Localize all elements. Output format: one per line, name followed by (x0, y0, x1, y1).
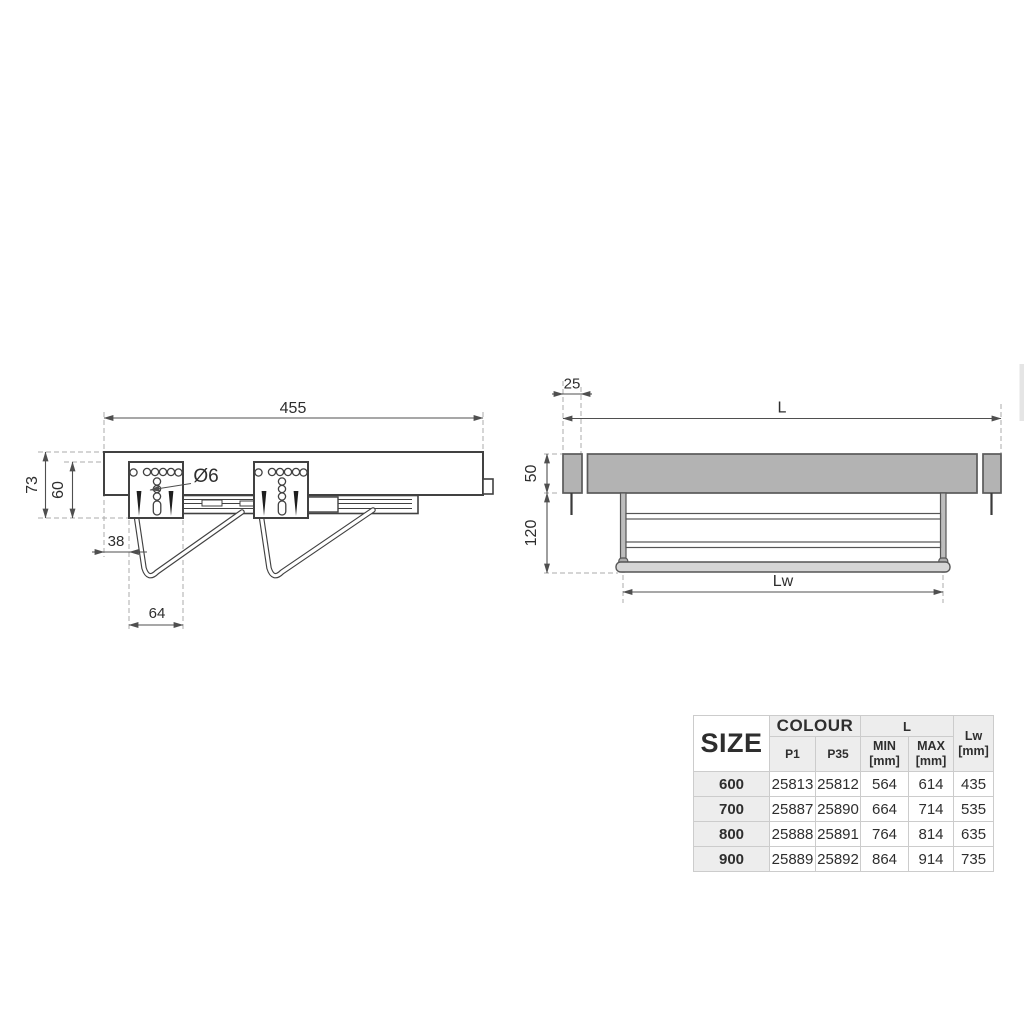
colour-header: COLOUR (770, 716, 861, 737)
profile-end-block-right (983, 454, 1001, 493)
max-header (909, 737, 954, 772)
hanging-frame (616, 493, 950, 572)
profile-end-block-left (563, 454, 582, 493)
mounting-bracket-1 (129, 462, 183, 518)
table-row (694, 797, 994, 822)
spec-table (693, 715, 994, 872)
dim-bracket-width: 64 (148, 605, 166, 622)
max-value: 814 (909, 822, 954, 847)
lw-header-top: Lw (964, 728, 983, 743)
table-row (694, 847, 994, 872)
rail-end-tab (483, 479, 493, 494)
lw-header (954, 716, 994, 772)
frame-rail-1 (626, 514, 941, 520)
size-value: 800 (694, 822, 770, 847)
p1-code: 25888 (770, 822, 816, 847)
p35-code: 25891 (816, 822, 861, 847)
max-value: 714 (909, 797, 954, 822)
p1-code: 25889 (770, 847, 816, 872)
p1-code: 25813 (770, 772, 816, 797)
min-value: 864 (861, 847, 909, 872)
lw-value: 435 (954, 772, 994, 797)
size-value: 700 (694, 797, 770, 822)
frame-bottom-bar (616, 562, 950, 572)
dim-height-total: 73 (24, 476, 41, 494)
dim-end-gap: 25 (563, 375, 581, 393)
dim-front-offset: 38 (107, 533, 125, 550)
dim-profile-height: 50 (523, 464, 540, 483)
dim-length-L: L (777, 399, 787, 417)
p35-code: 25812 (816, 772, 861, 797)
lw-value: 635 (954, 822, 994, 847)
lw-header-unit: [mm] (958, 743, 989, 758)
max-value: 914 (909, 847, 954, 872)
p1-header: P1 (770, 737, 816, 772)
min-header-top: MIN (873, 739, 896, 753)
l-header: L (861, 716, 954, 737)
min-value: 564 (861, 772, 909, 797)
size-value: 900 (694, 847, 770, 872)
profile-main-bar (588, 454, 978, 493)
dim-height-bracket: 60 (50, 481, 67, 499)
max-header-unit: [mm] (915, 754, 947, 768)
hanger-wire-2 (261, 510, 373, 576)
mounting-bracket-2 (254, 462, 308, 518)
frame-post-right (941, 493, 947, 565)
dim-inner-width-Lw: Lw (772, 573, 794, 590)
dim-drop-height: 120 (523, 519, 540, 547)
dim-total-length: 455 (279, 400, 307, 417)
hanger-wire-1 (136, 512, 242, 576)
page-edge-sliver (1020, 364, 1024, 421)
frame-post-left (621, 493, 627, 565)
front-view (523, 376, 1001, 604)
frame-rail-2 (626, 542, 941, 548)
p35-header: P35 (816, 737, 861, 772)
max-header-top: MAX (917, 739, 945, 753)
table-row (694, 822, 994, 847)
min-header-unit: [mm] (869, 754, 900, 768)
dim-hole-diameter: Ø6 (193, 466, 219, 487)
lw-value: 535 (954, 797, 994, 822)
side-view (24, 400, 493, 632)
min-value: 764 (861, 822, 909, 847)
p1-code: 25887 (770, 797, 816, 822)
p35-code: 25892 (816, 847, 861, 872)
min-value: 664 (861, 797, 909, 822)
top-profile (563, 454, 1001, 493)
max-value: 614 (909, 772, 954, 797)
size-header: SIZE (694, 716, 770, 772)
lw-value: 735 (954, 847, 994, 872)
p35-code: 25890 (816, 797, 861, 822)
min-header (861, 737, 909, 772)
size-value: 600 (694, 772, 770, 797)
table-row (694, 772, 994, 797)
